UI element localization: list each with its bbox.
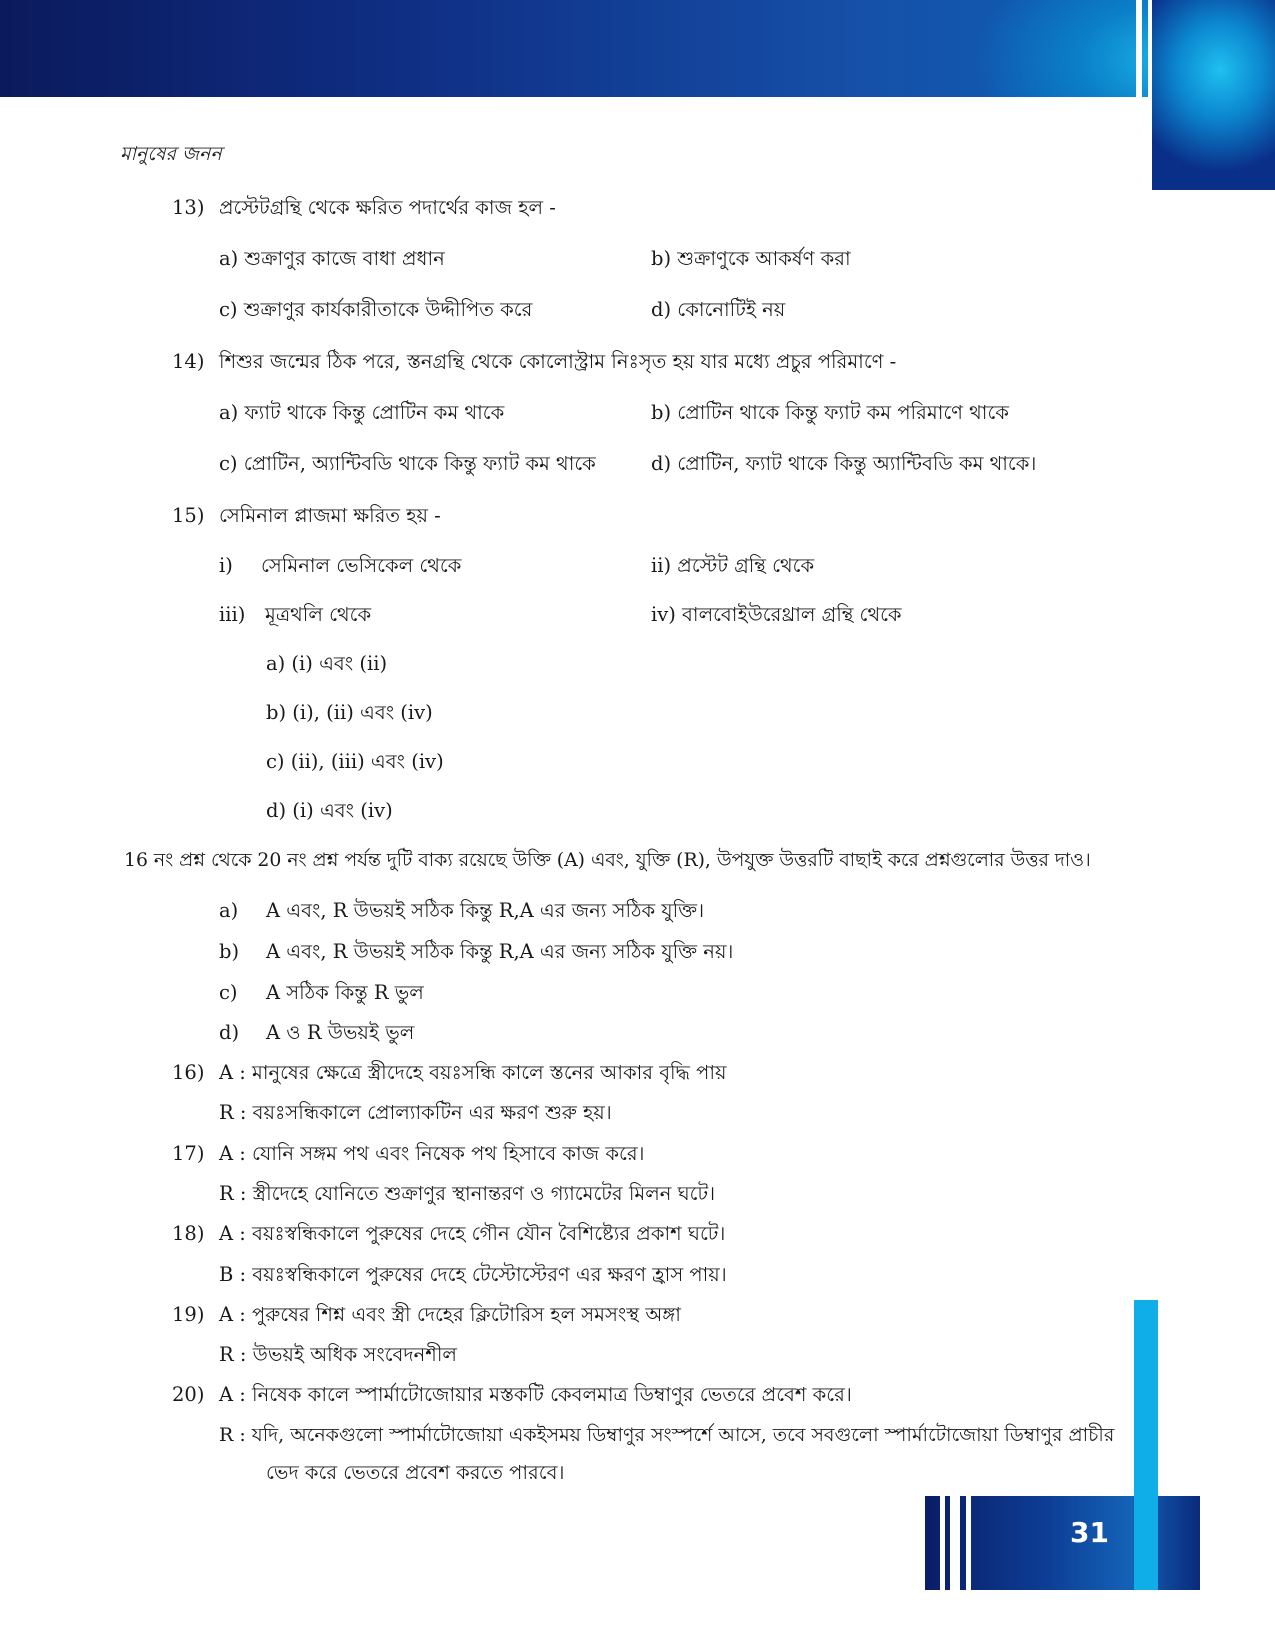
option-c: c) শুক্রাণুর কার্যকারীতাকে উদ্দীপিত করে — [219, 298, 533, 321]
option-c: c) (ii), (iii) এবং (iv) — [266, 750, 444, 773]
assertion: A : যোনি সঙ্গম পথ এবং নিষেক পথ হিসাবে কাজ করে। — [219, 1142, 645, 1165]
ar-option-label: d) — [219, 1021, 240, 1044]
option-b: b) (i), (ii) এবং (iv) — [266, 701, 433, 724]
ar-option-label: b) — [219, 940, 240, 963]
assertion: A : বয়ঃস্বন্ধিকালে পুরুষের দেহে গৌন যৌন বৈশিষ্ট্যের প্রকাশ ঘটে। — [219, 1222, 726, 1245]
page-number: 31 — [1070, 1516, 1109, 1549]
side-panel — [1150, 0, 1275, 190]
reason: R : উভয়ই অধিক সংবেদনশীল — [219, 1343, 457, 1366]
question-number: 19) — [172, 1303, 205, 1326]
statement-number: i) — [219, 554, 233, 577]
side-accent-bar — [1134, 1496, 1158, 1590]
question-number: 17) — [172, 1142, 205, 1165]
question-number: 16) — [172, 1061, 205, 1084]
header-banner — [0, 0, 1150, 97]
decorative-stripe — [1148, 0, 1152, 190]
decorative-stripe — [1136, 0, 1142, 190]
option-d: d) কোনোটিই নয় — [651, 298, 786, 321]
reason-continued: ভেদ করে ভেতরে প্রবেশ করতে পারবে। — [266, 1461, 565, 1484]
option-b: b) প্রোটিন থাকে কিন্তু ফ্যাট কম পরিমাণে থাকে — [651, 401, 1009, 424]
statement-i: সেমিনাল ভেসিকেল থেকে — [261, 554, 462, 577]
question-number: 18) — [172, 1222, 205, 1245]
assertion: A : পুরুষের শিশ্ন এবং স্ত্রী দেহের ক্লিটোরিস হল সমসংস্থ অঙ্গা — [219, 1303, 681, 1326]
question-text: সেমিনাল প্লাজমা ক্ষরিত হয় - — [219, 504, 441, 527]
statement-iv: iv) বালবোইউরেথ্রাল গ্রন্থি থেকে — [651, 603, 902, 626]
option-a: a) (i) এবং (ii) — [266, 652, 388, 675]
statement-number: iii) — [219, 603, 246, 626]
question-text: প্রস্টেটগ্রন্থি থেকে ক্ষরিত পদার্থের কাজ হল - — [219, 196, 556, 219]
question-number: 15) — [172, 504, 205, 527]
assertion: A : নিষেক কালে স্পার্মাটোজোয়ার মস্তকটি কেবলমাত্র ডিম্বাণুর ভেতরে প্রবেশ করে। — [219, 1383, 852, 1406]
statement-ii: ii) প্রস্টেট গ্রন্থি থেকে — [651, 554, 815, 577]
decorative-stripe — [940, 1496, 945, 1590]
option-d: d) প্রোটিন, ফ্যাট থাকে কিন্তু অ্যান্টিবডি কম থাকে। — [651, 452, 1037, 475]
decorative-stripe — [966, 1496, 971, 1590]
ar-option-text: A এবং, R উভয়ই সঠিক কিন্তু R,A এর জন্য সঠিক যুক্তি নয়। — [266, 940, 734, 963]
option-a: a) ফ্যাট থাকে কিন্তু প্রোটিন কম থাকে — [219, 401, 505, 424]
ar-option-label: a) — [219, 899, 239, 922]
ar-option-label: c) — [219, 981, 238, 1004]
ar-option-text: A এবং, R উভয়ই সঠিক কিন্তু R,A এর জন্য সঠিক যুক্তি। — [266, 899, 705, 922]
option-d: d) (i) এবং (iv) — [266, 799, 393, 822]
reason: R : বয়ঃসন্ধিকালে প্রোল্যাকটিন এর ক্ষরণ শুরু হয়। — [219, 1101, 612, 1124]
ar-option-text: A সঠিক কিন্তু R ভুল — [266, 981, 424, 1004]
option-b: b) শুক্রাণুকে আকর্ষণ করা — [651, 247, 851, 270]
ar-option-text: A ও R উভয়ই ভুল — [266, 1021, 415, 1044]
question-number: 20) — [172, 1383, 205, 1406]
chapter-title: মানুষের জনন — [120, 143, 222, 165]
reason: R : যদি, অনেকগুলো স্পার্মাটোজোয়া একইসময় ডিম্বাণুর সংস্পর্শে আসে, তবে সবগুলো স্পার্মাটোজোয়া ডিম্বাণুর প্রাচীর — [219, 1424, 1115, 1446]
reason: B : বয়ঃস্বন্ধিকালে পুরুষের দেহে টেস্টোস্টেরণ এর ক্ষরণ হ্রাস পায়। — [219, 1263, 727, 1286]
decorative-stripe — [950, 1496, 960, 1590]
question-number: 13) — [172, 196, 205, 219]
question-text: শিশুর জন্মের ঠিক পরে, স্তনগ্রন্থি থেকে কোলোস্ট্রাম নিঃসৃত হয় যার মধ্যে প্রচুর পরিমাণে - — [219, 350, 897, 373]
question-number: 14) — [172, 350, 205, 373]
statement-iii: মূত্রথলি থেকে — [265, 603, 372, 626]
option-c: c) প্রোটিন, অ্যান্টিবডি থাকে কিন্তু ফ্যাট কম থাকে — [219, 452, 596, 475]
assertion: A : মানুষের ক্ষেত্রে স্ত্রীদেহে বয়ঃসন্ধি কালে স্তনের আকার বৃদ্ধি পায় — [219, 1061, 727, 1084]
reason: R : স্ত্রীদেহে যোনিতে শুক্রাণুর স্থানান্তরণ ও গ্যামেটের মিলন ঘটে। — [219, 1182, 716, 1205]
instruction-text: 16 নং প্রশ্ন থেকে 20 নং প্রশ্ন পর্যন্ত দুটি বাক্য রয়েছে উক্তি (A) এবং, যুক্তি (R), উপযুক্ত উত্তরটি বাছাই করে প্রশ্নগুলোর উত্তর দাও। — [124, 850, 1091, 871]
option-a: a) শুক্রাণুর কাজে বাধা প্রধান — [219, 247, 445, 270]
